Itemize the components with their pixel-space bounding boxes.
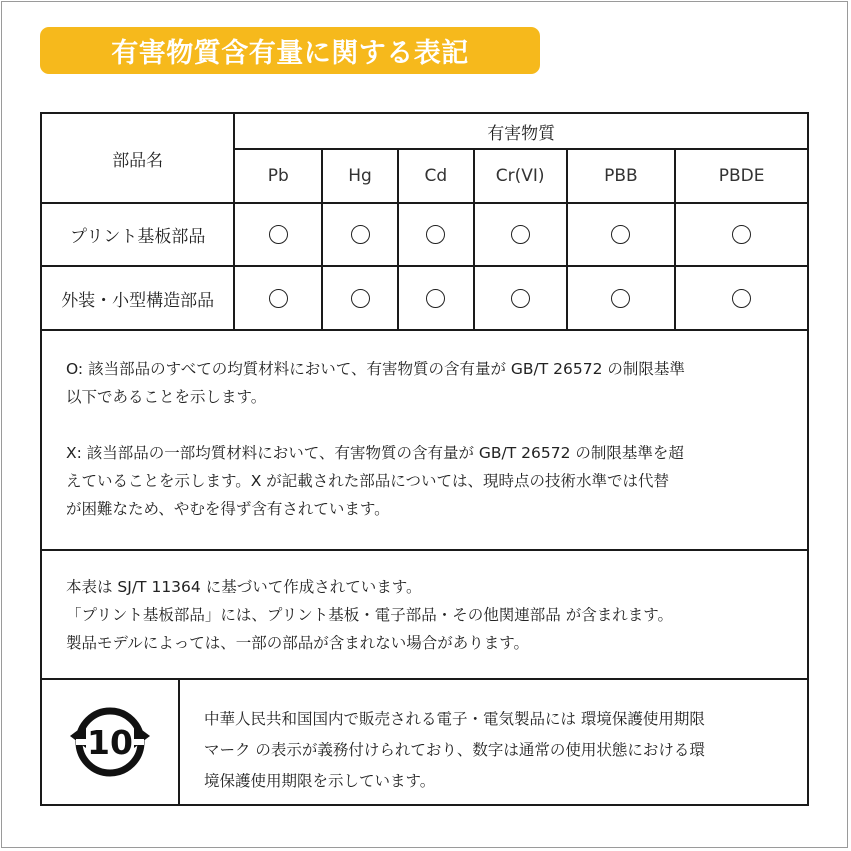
note-o-line: 以下であることを示します。 <box>66 388 267 406</box>
circle-icon <box>426 225 445 244</box>
info-line: 「プリント基板部品」には、プリント基板・電子部品・その他関連部品 が含まれます。 <box>66 606 673 624</box>
circle-icon <box>511 289 530 308</box>
part-name-cell: 外装・小型構造部品 <box>41 266 234 330</box>
note-o-line: O: 該当部品のすべての均質材料において、有害物質の含有量が GB/T 26572 の制限基準 <box>66 360 685 378</box>
epup-10-year-logo-icon <box>64 696 156 788</box>
substance-header: Cd <box>398 149 474 203</box>
circle-icon <box>351 289 370 308</box>
table-row <box>41 266 808 330</box>
circle-icon <box>426 289 445 308</box>
substance-header: PBB <box>567 149 676 203</box>
mark-cell <box>474 266 567 330</box>
epup-line: 中華人民共和国国内で販売される電子・電気製品には 環境保護使用期限 <box>204 710 705 728</box>
mark-cell <box>567 266 676 330</box>
note-x-line: X: 該当部品の一部均質材料において、有害物質の含有量が GB/T 26572 の制限基準を超 <box>66 444 684 462</box>
mark-cell <box>234 266 322 330</box>
substance-header: Pb <box>234 149 322 203</box>
circle-icon <box>269 225 288 244</box>
epup-section <box>40 678 809 806</box>
page-title: 有害物質含有量に関する表記 <box>111 38 469 69</box>
epup-text <box>180 680 807 804</box>
epup-line: マーク の表示が義務付けられており、数字は通常の使用状態における環 <box>204 741 705 759</box>
table-row <box>41 203 808 266</box>
circle-icon <box>732 289 751 308</box>
mark-cell <box>234 203 322 266</box>
mark-cell <box>322 266 398 330</box>
table-header-row <box>41 113 808 149</box>
circle-icon <box>611 225 630 244</box>
substance-header: Hg <box>322 149 398 203</box>
circle-icon <box>511 225 530 244</box>
mark-cell <box>322 203 398 266</box>
circle-icon <box>732 225 751 244</box>
note-x-line: えていることを示します。X が記載された部品については、現時点の技術水準では代替 <box>66 472 669 490</box>
mark-cell <box>398 266 474 330</box>
circle-icon <box>611 289 630 308</box>
mark-cell <box>474 203 567 266</box>
epup-logo-cell <box>42 680 180 804</box>
title-banner <box>40 27 540 74</box>
mark-cell <box>675 203 808 266</box>
hazard-table <box>40 112 809 331</box>
mark-cell <box>567 203 676 266</box>
part-name-header: 部品名 <box>41 113 234 203</box>
substance-header: PBDE <box>675 149 808 203</box>
mark-cell <box>398 203 474 266</box>
legend-notes <box>40 331 809 551</box>
circle-icon <box>269 289 288 308</box>
info-line: 本表は SJ/T 11364 に基づいて作成されています。 <box>66 578 422 596</box>
epup-logo-number: 10 <box>87 723 133 762</box>
part-name-cell: プリント基板部品 <box>41 203 234 266</box>
note-x-line: が困難なため、やむを得ず含有されています。 <box>66 500 390 518</box>
epup-line: 境保護使用期限を示しています。 <box>204 772 436 790</box>
substance-header: Cr(VI) <box>474 149 567 203</box>
hazard-header: 有害物質 <box>234 113 808 149</box>
info-line: 製品モデルによっては、一部の部品が含まれない場合があります。 <box>66 634 529 652</box>
mark-cell <box>675 266 808 330</box>
standard-info <box>40 549 809 680</box>
circle-icon <box>351 225 370 244</box>
